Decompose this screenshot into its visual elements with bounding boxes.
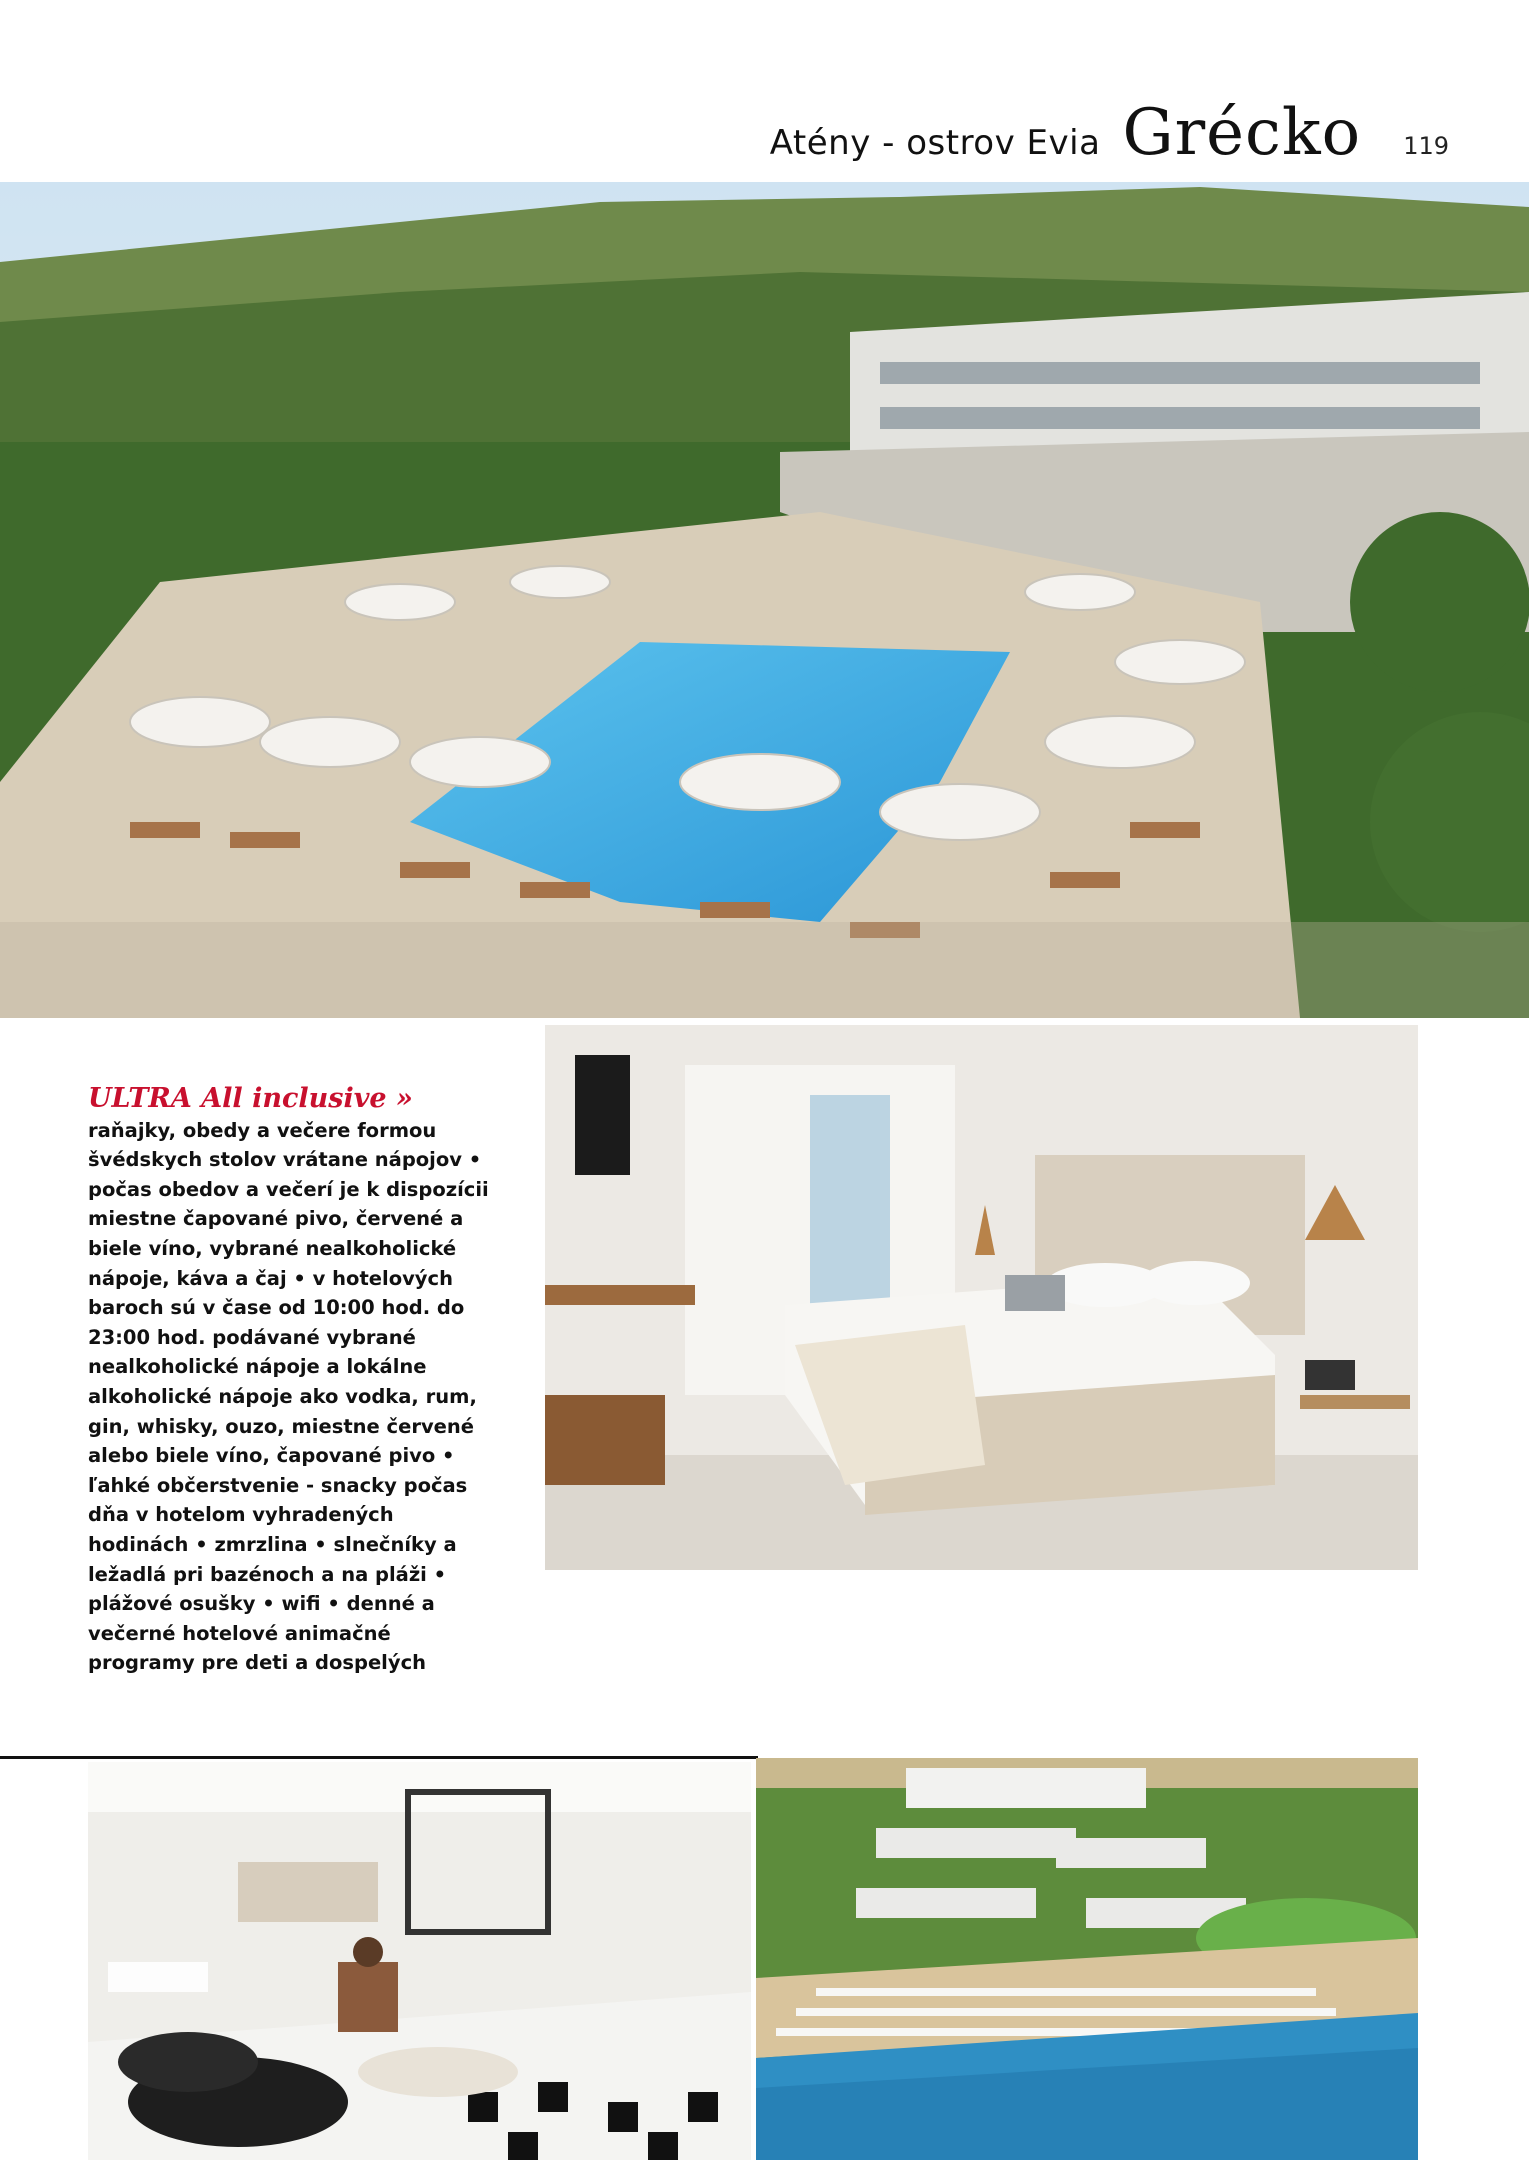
page-header [770,96,1449,176]
hotel-aerial-beach-photo [756,1758,1418,2160]
country-title: Grécko [1122,96,1362,170]
section-divider [0,1756,758,1759]
ultra-all-inclusive-label: ULTRA All inclusive » [88,1083,413,1114]
all-inclusive-description [88,1084,492,1678]
hotel-lobby-photo [88,1762,751,2160]
hotel-room-photo [545,1025,1418,1570]
inclusive-paragraph [88,1084,492,1678]
destination-subtitle: Atény - ostrov Evia [769,123,1101,163]
hotel-pool-photo [0,182,1529,1018]
inclusive-body-text: raňajky, obedy a večere formou švédskych stolov vrátane nápojov • počas obedov a večerí je k dispozícii miestne čapované pivo, červené a biele víno, vybrané nealkoholické nápoje, káva a čaj • v hotelových baroch sú v čase od 10:00 hod. do 23:00 hod. podávané vybrané nealkoholické nápoje a lokálne alkoholické nápoje ako vodka, rum, gin, whisky, ouzo, miestne červené alebo biele víno, čapované pivo • ľahké občerstvenie - snacky počas dňa v hotelom vyhradených hodinách • zmrzlina • slnečníky a ležadlá pri bazénoch a na pláži • plážové osušky • wifi • denné a večerné hotelové animačné programy pre deti a dospelých [88,1118,489,1675]
page-number: 119 [1403,132,1449,160]
